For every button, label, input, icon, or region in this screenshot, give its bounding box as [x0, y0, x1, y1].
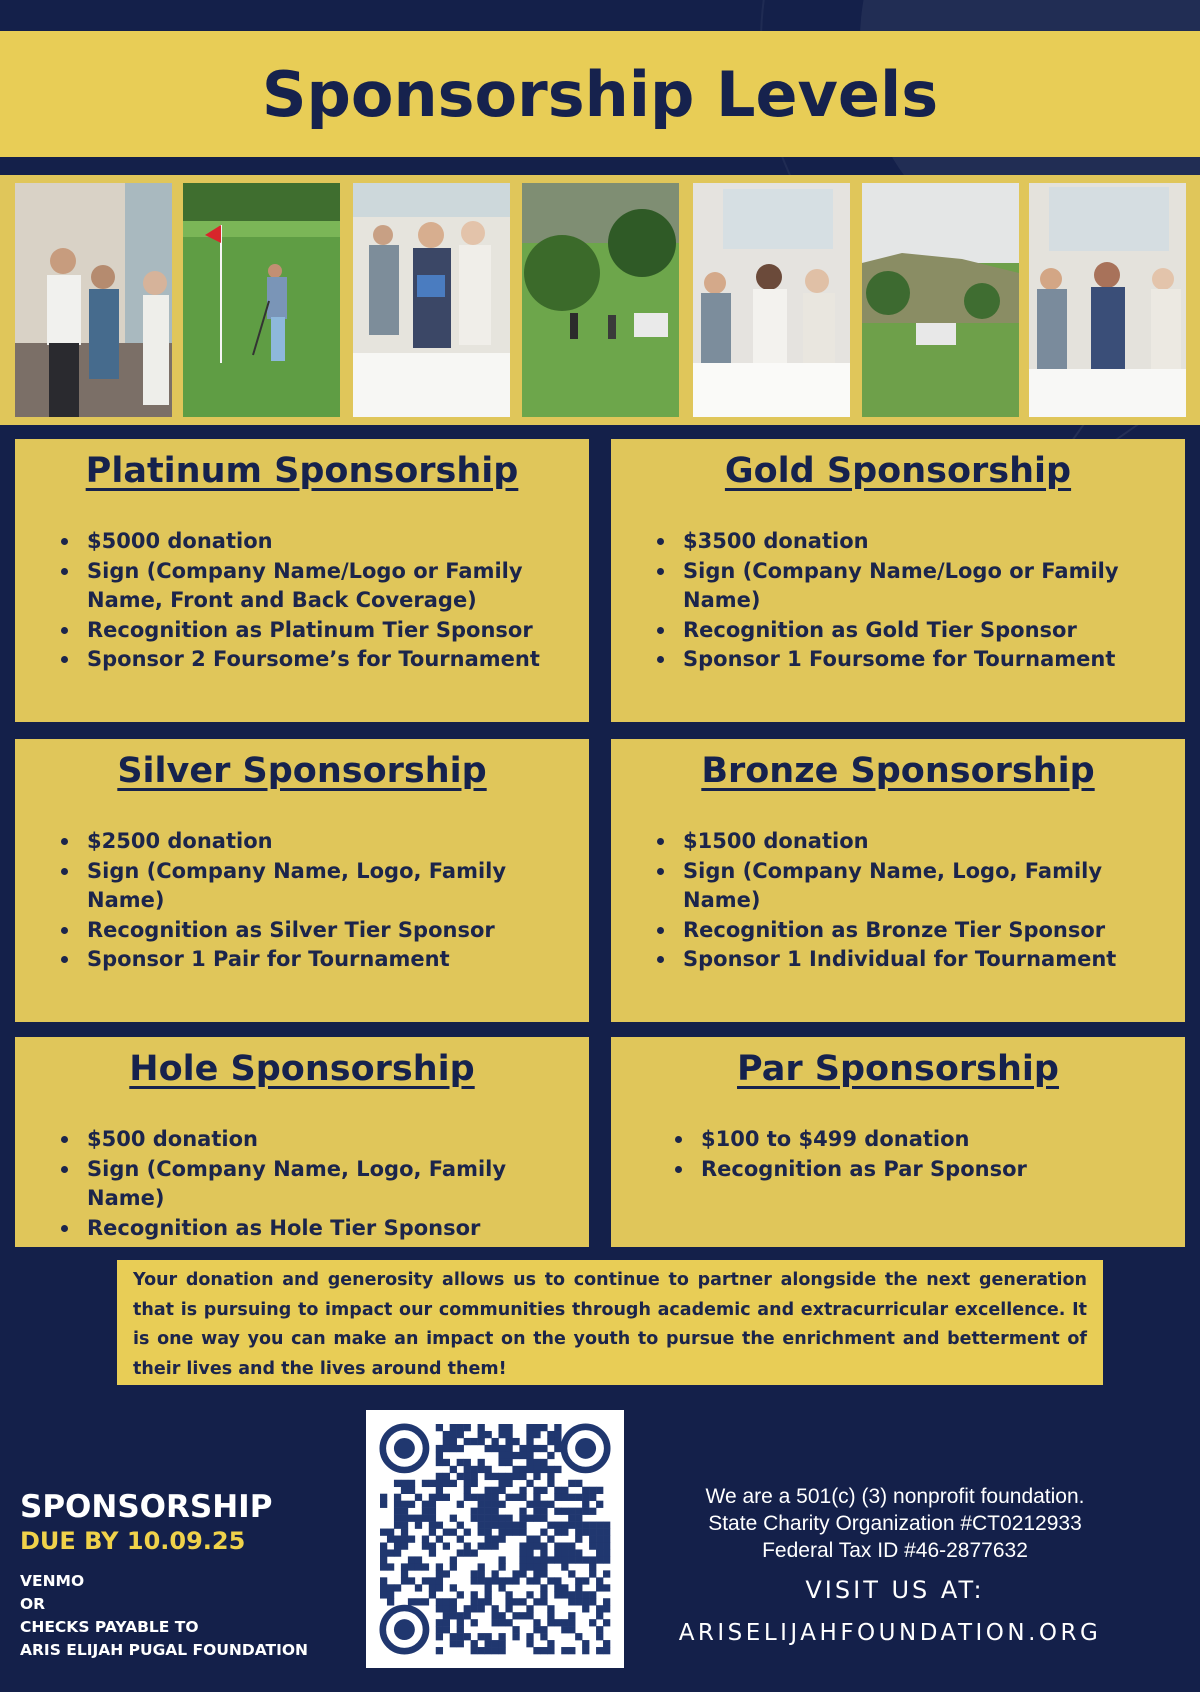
org-info [650, 1483, 1140, 1564]
card-title: Silver Sponsorship [117, 751, 487, 791]
photo-strip [0, 175, 1200, 425]
donation-message: Your donation and generosity allows us to continue to partner alongside the next generation that is pursuing to impact our communities through academic and extracurricular excellence. It is one way you can make an impact on the youth to pursue the enrichment and betterment of their lives and the lives around them! [117, 1260, 1103, 1385]
benefit-list [35, 827, 569, 975]
benefit-list [631, 527, 1165, 675]
benefit-item: $1500 donation [683, 827, 1165, 857]
benefit-item: Sign (Company Name/Logo or Family Name, Front and Back Coverage) [87, 557, 569, 616]
card-title: Par Sponsorship [737, 1049, 1059, 1089]
photo-scholarship-winner [1029, 183, 1186, 417]
payment-line: CHECKS PAYABLE TO [20, 1618, 199, 1636]
benefit-list [631, 827, 1165, 975]
card-par-sponsorship [611, 1037, 1185, 1247]
benefit-item: $100 to $499 donation [701, 1125, 1165, 1155]
org-line: Federal Tax ID #46-2877632 [762, 1539, 1028, 1562]
payment-line: VENMO [20, 1572, 85, 1590]
benefit-item: Recognition as Platinum Tier Sponsor [87, 616, 569, 646]
benefit-list [631, 1125, 1165, 1184]
card-title: Gold Sponsorship [724, 451, 1072, 491]
benefit-list [35, 1125, 569, 1243]
card-bronze-sponsorship [611, 739, 1185, 1022]
card-platinum-sponsorship [15, 439, 589, 722]
benefit-item: Recognition as Hole Tier Sponsor [87, 1214, 569, 1244]
payment-info [20, 1570, 360, 1662]
benefit-item: Sign (Company Name, Logo, Family Name) [683, 857, 1165, 916]
photo-golfer-putting [183, 183, 340, 417]
visit-label: VISIT US AT: [805, 1576, 985, 1604]
benefit-item: Recognition as Par Sponsor [701, 1155, 1165, 1185]
benefit-item: Sign (Company Name/Logo or Family Name) [683, 557, 1165, 616]
card-gold-sponsorship [611, 439, 1185, 722]
page-title: Sponsorship Levels [261, 57, 939, 131]
card-title: Bronze Sponsorship [701, 751, 1095, 791]
benefit-item: Sign (Company Name, Logo, Family Name) [87, 1155, 569, 1214]
qr-code[interactable] [366, 1410, 624, 1668]
benefit-item: $500 donation [87, 1125, 569, 1155]
card-hole-sponsorship [15, 1037, 589, 1247]
benefit-item: Recognition as Bronze Tier Sponsor [683, 916, 1165, 946]
benefit-item: Sponsor 2 Foursome’s for Tournament [87, 645, 569, 675]
benefit-item: $5000 donation [87, 527, 569, 557]
payment-line: OR [20, 1595, 46, 1613]
photo-golf-course-hills [862, 183, 1019, 417]
benefit-item: Recognition as Silver Tier Sponsor [87, 916, 569, 946]
benefit-item: Recognition as Gold Tier Sponsor [683, 616, 1165, 646]
org-line: State Charity Organization #CT0212933 [708, 1512, 1082, 1535]
photo-award-recipient [693, 183, 850, 417]
title-banner [0, 31, 1200, 157]
benefit-item: $3500 donation [683, 527, 1165, 557]
benefit-item: $2500 donation [87, 827, 569, 857]
card-title: Platinum Sponsorship [85, 451, 519, 491]
org-line: We are a 501(c) (3) nonprofit foundation. [705, 1485, 1085, 1508]
photo-golf-course-carts [522, 183, 679, 417]
payment-line: ARIS ELIJAH PUGAL FOUNDATION [20, 1641, 309, 1659]
photo-group-guests [15, 183, 172, 417]
due-title: SPONSORSHIP [20, 1489, 273, 1525]
photo-award-presentation [353, 183, 510, 417]
benefit-item: Sponsor 1 Foursome for Tournament [683, 645, 1165, 675]
card-title: Hole Sponsorship [129, 1049, 475, 1089]
card-silver-sponsorship [15, 739, 589, 1022]
benefit-list [35, 527, 569, 675]
qr-code-icon [366, 1410, 624, 1668]
benefit-item: Sponsor 1 Pair for Tournament [87, 945, 569, 975]
benefit-item: Sponsor 1 Individual for Tournament [683, 945, 1165, 975]
due-block [20, 1488, 360, 1662]
due-date: DUE BY 10.09.25 [20, 1527, 246, 1555]
website-link[interactable]: ARISELIJAHFOUNDATION.ORG [678, 1620, 1102, 1646]
benefit-item: Sign (Company Name, Logo, Family Name) [87, 857, 569, 916]
